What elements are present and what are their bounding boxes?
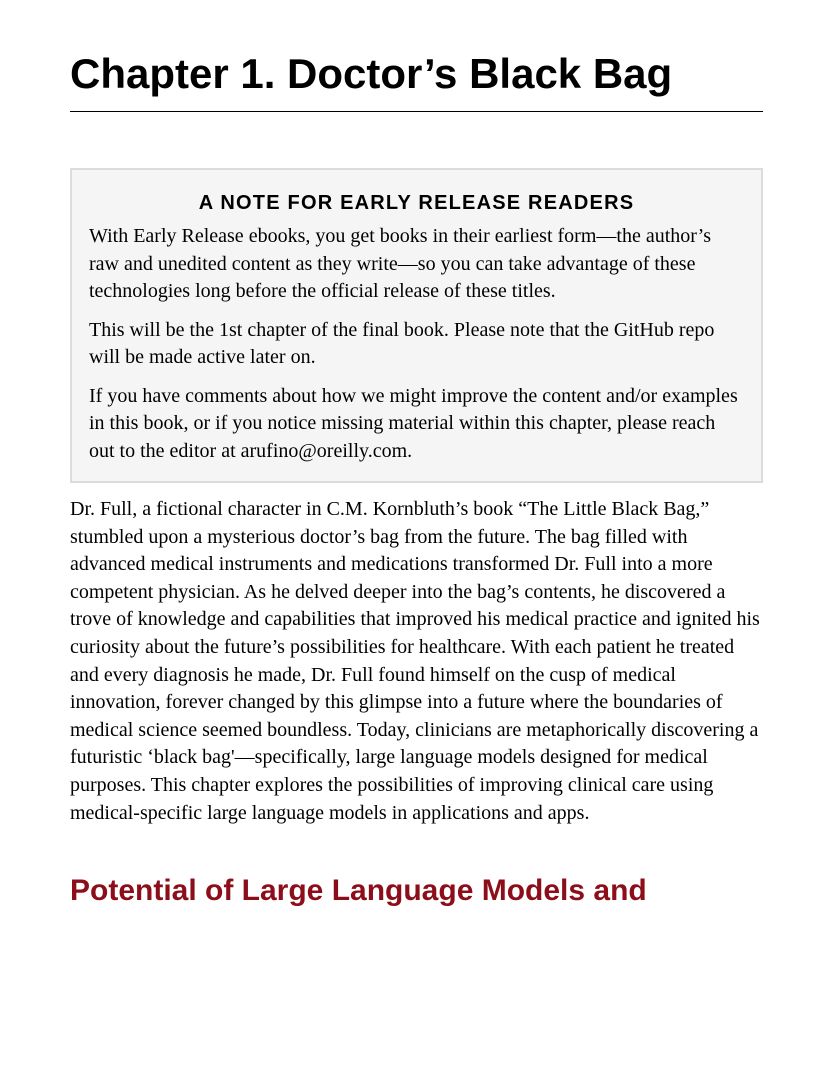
note-paragraph: If you have comments about how we might improve the content and/or examples in this book, or if you notice missing material within this chapter, please reach out to the editor at arufino@oreilly.com. xyxy=(89,384,738,462)
note-heading: A NOTE FOR EARLY RELEASE READERS xyxy=(198,192,635,214)
document-page xyxy=(70,0,763,909)
note-paragraph: With Early Release ebooks, you get books in their earliest form—the author’s raw and unedited content as they write—so you can take advantage of these technologies long before the official release of these titles. xyxy=(89,225,712,302)
chapter-title: Chapter 1. Doctor’s Black Bag xyxy=(70,0,763,112)
body-paragraph: Dr. Full, a fictional character in C.M. Kornbluth’s book “The Little Black Bag,” stumbled upon a mysterious doctor’s bag from the future. The bag filled with advanced medical instruments and medications transformed Dr. Full into a more competent physician. As he delved deeper into the bag’s contents, he discovered a trove of knowledge and capabilities that improved his medical practice and ignited his curiosity about the future’s possibilities for healthcare. With each patient he treated and every diagnosis he made, Dr. Full found himself on the cusp of medical innovation, forever changed by this glimpse into a future where the boundaries of medical science seemed boundless. Today, clinicians are metaphorically discovering a futuristic ‘black bag'—specifically, large language models designed for medical purposes. This chapter explores the possibilities of improving clinical care using medical-specific large language models in applications and apps. xyxy=(70,498,760,824)
early-release-note xyxy=(70,168,763,483)
section-heading: Potential of Large Language Models and xyxy=(70,874,647,908)
note-paragraph: This will be the 1st chapter of the final book. Please note that the GitHub repo will be made active later on. xyxy=(89,318,715,368)
